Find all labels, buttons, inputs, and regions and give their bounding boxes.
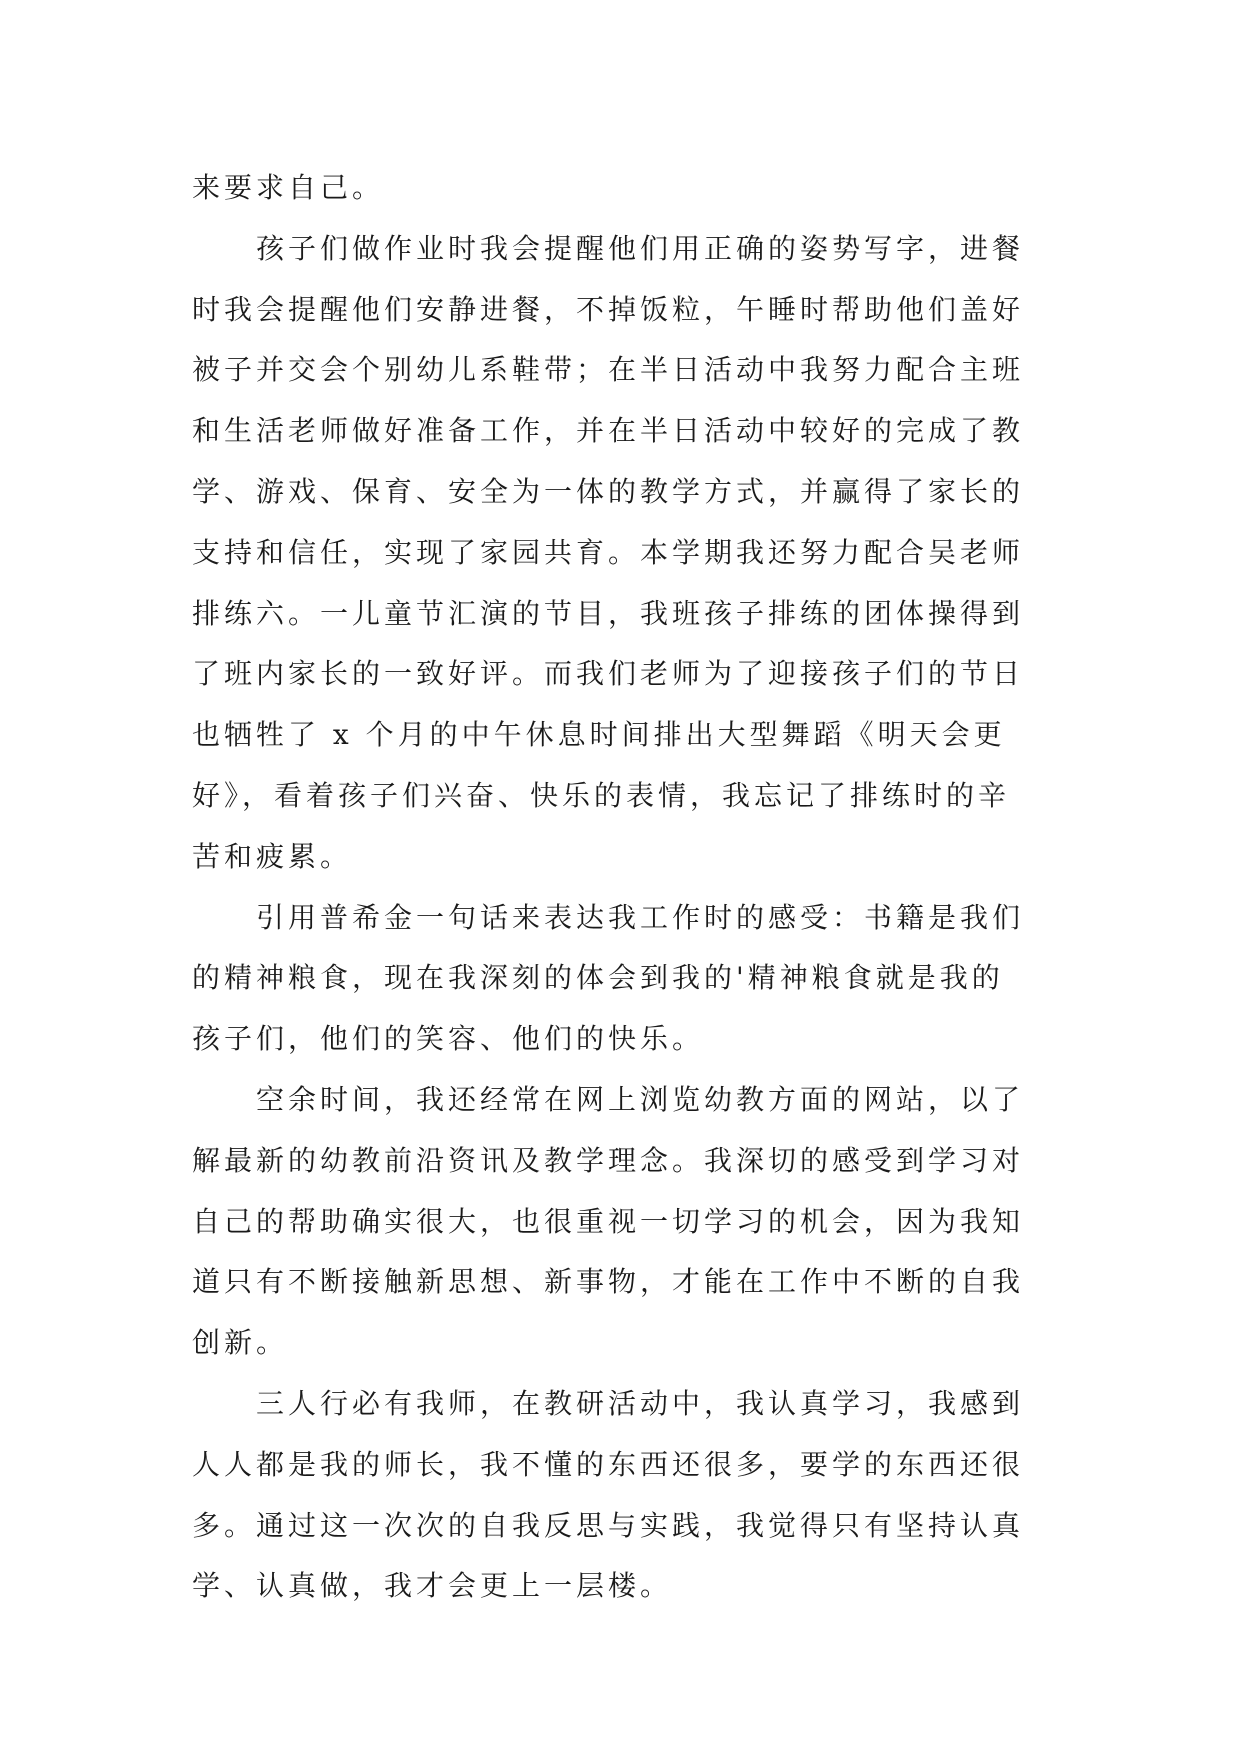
text-line: 引用普希金一句话来表达我工作时的感受：书籍是我们 bbox=[256, 900, 1025, 934]
text-line: 好》，看着孩子们兴奋、快乐的表情，我忘记了排练时的辛 bbox=[192, 778, 1011, 812]
text-line: 被子并交会个别幼儿系鞋带；在半日活动中我努力配合主班 bbox=[192, 353, 1025, 387]
paragraph-spare-time-learning bbox=[192, 1070, 1054, 1374]
paragraph-pushkin-quote bbox=[192, 888, 1054, 1070]
text-line: 自己的帮助确实很大，也很重视一切学习的机会，因为我知 bbox=[192, 1204, 1025, 1238]
text-line: 孩子们，他们的笑容、他们的快乐。 bbox=[192, 1022, 705, 1056]
text-line: 人人都是我的师长，我不懂的东西还很多，要学的东西还很 bbox=[192, 1447, 1025, 1481]
text-line: 学、认真做，我才会更上一层楼。 bbox=[192, 1569, 673, 1603]
text-line: 空余时间，我还经常在网上浏览幼教方面的网站，以了 bbox=[256, 1082, 1025, 1116]
text-line: 了班内家长的一致好评。而我们老师为了迎接孩子们的节日 bbox=[192, 657, 1025, 691]
text-line: 支持和信任，实现了家园共育。本学期我还努力配合吴老师 bbox=[192, 535, 1025, 569]
text-line: 的精神粮食，现在我深刻的体会到我的'精神粮食就是我的 bbox=[192, 961, 1004, 995]
body-text bbox=[192, 158, 1054, 1617]
text-line: 也牺牲了 x 个月的中午休息时间排出大型舞蹈《明天会更 bbox=[192, 718, 1006, 752]
text-line: 苦和疲累。 bbox=[192, 839, 353, 873]
text-line: 道只有不断接触新思想、新事物，才能在工作中不断的自我 bbox=[192, 1265, 1025, 1299]
text-line: 多。通过这一次次的自我反思与实践，我觉得只有坚持认真 bbox=[192, 1508, 1025, 1542]
text-line: 孩子们做作业时我会提醒他们用正确的姿势写字，进餐 bbox=[256, 231, 1025, 265]
paragraph-homework-and-activities bbox=[192, 219, 1054, 888]
text-line: 排练六。一儿童节汇演的节目，我班孩子排练的团体操得到 bbox=[192, 596, 1025, 630]
paragraph-continuation bbox=[192, 158, 1054, 219]
paragraph-teaching-research bbox=[192, 1374, 1054, 1617]
text-line: 和生活老师做好准备工作，并在半日活动中较好的完成了教 bbox=[192, 414, 1025, 448]
text-line: 时我会提醒他们安静进餐，不掉饭粒，午睡时帮助他们盖好 bbox=[192, 292, 1025, 326]
text-line: 解最新的幼教前沿资讯及教学理念。我深切的感受到学习对 bbox=[192, 1143, 1025, 1177]
text-line: 三人行必有我师，在教研活动中，我认真学习，我感到 bbox=[256, 1386, 1025, 1420]
text-line: 来要求自己。 bbox=[192, 171, 385, 204]
text-line: 创新。 bbox=[192, 1326, 289, 1360]
text-line: 学、游戏、保育、安全为一体的教学方式，并赢得了家长的 bbox=[192, 474, 1025, 508]
